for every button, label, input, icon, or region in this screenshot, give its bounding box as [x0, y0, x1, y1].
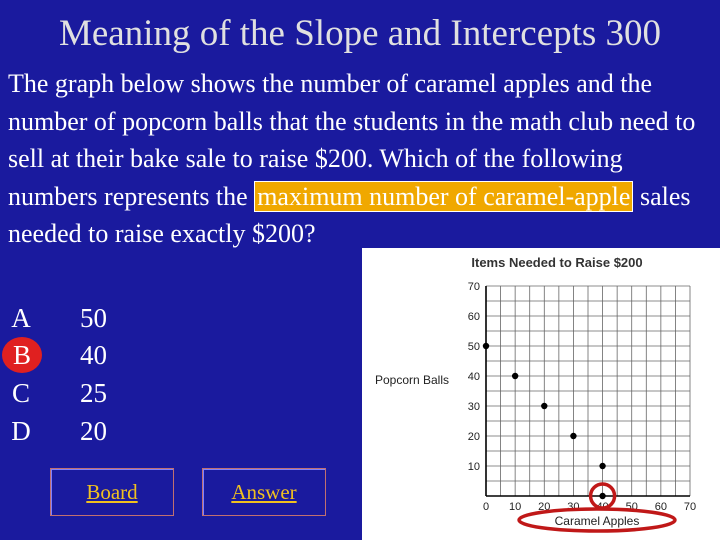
data-point: [570, 433, 576, 439]
data-point: [512, 373, 518, 379]
x-tick-label: 30: [567, 501, 580, 513]
answer-letter-correct-marker: B: [2, 337, 42, 373]
chart-svg: [362, 248, 720, 540]
answer-value: 25: [80, 378, 107, 408]
question-part-1: The graph below shows the number of caramel apples and the number of popcorn balls that the students in the math club need to sell at their bake sale to raise $200. Which of the following numbers represents the: [8, 69, 696, 211]
items-chart: [362, 248, 720, 540]
x-tick-label: 50: [625, 501, 638, 513]
x-tick-label: 10: [509, 501, 522, 513]
data-point: [483, 343, 489, 349]
x-tick-label: 60: [654, 501, 667, 513]
answer-letter: D: [11, 416, 31, 446]
y-tick-label: 60: [467, 311, 480, 323]
answer-letter: A: [11, 303, 31, 333]
answer-value: 40: [80, 340, 107, 370]
x-tick-label: 40: [596, 501, 609, 513]
board-button[interactable]: Board: [50, 468, 174, 516]
answer-button[interactable]: Answer: [202, 468, 326, 516]
y-tick-label: 30: [467, 401, 480, 413]
data-point: [541, 403, 547, 409]
y-tick-label: 20: [467, 431, 480, 443]
x-tick-label: 0: [482, 501, 490, 513]
y-tick-label: 10: [467, 461, 480, 473]
chart-grid: [486, 286, 690, 496]
x-tick-label: 20: [538, 501, 551, 513]
slide-title: Meaning of the Slope and Intercepts 300: [58, 13, 662, 54]
answer-value: 50: [80, 303, 107, 333]
data-point: [599, 463, 605, 469]
y-tick-label: 50: [467, 341, 480, 353]
chart-y-axis-label: Popcorn Balls: [374, 373, 450, 387]
y-tick-label: 40: [467, 371, 480, 383]
chart-x-axis-label: Caramel Apples: [554, 514, 640, 528]
y-tick-label: 70: [467, 281, 480, 293]
answer-value: 20: [80, 416, 107, 446]
x-tick-label: 70: [683, 501, 697, 513]
chart-title: Items Needed to Raise $200: [471, 255, 643, 270]
question-text: [8, 65, 708, 253]
answer-letter: C: [11, 378, 30, 408]
data-point-x-intercept: [599, 493, 605, 499]
question-part-2: sales needed to raise exactly $200?: [8, 181, 691, 248]
question-highlight: maximum number of caramel-apple: [254, 181, 633, 212]
